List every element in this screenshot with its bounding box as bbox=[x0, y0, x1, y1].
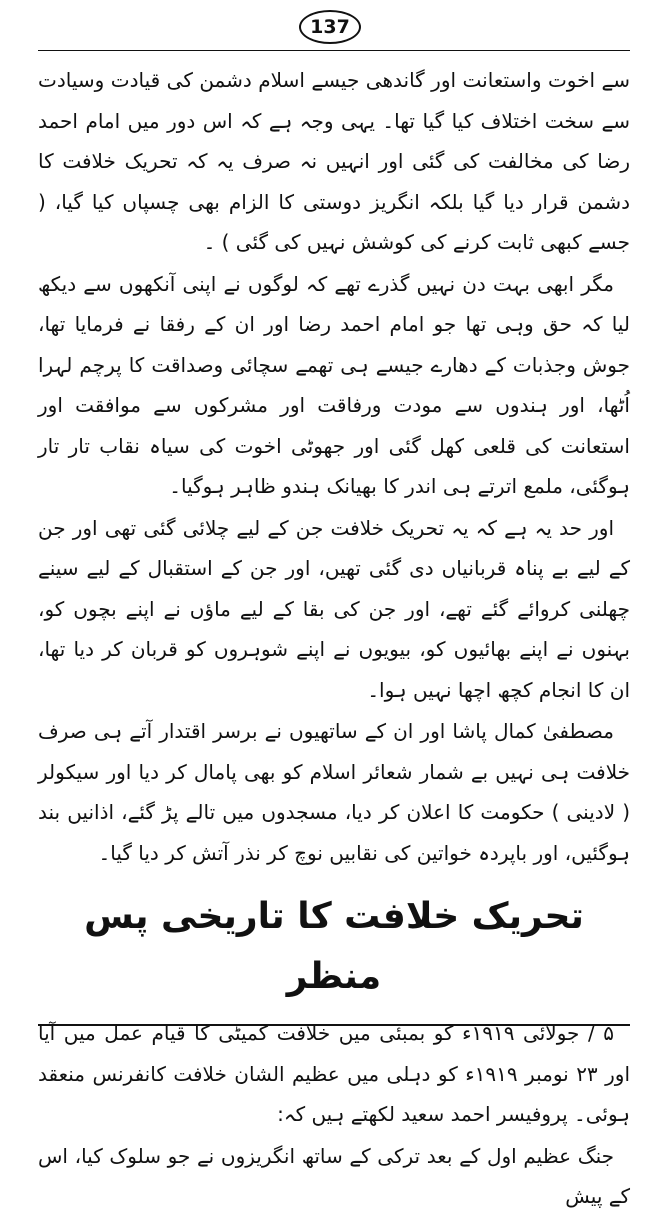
paragraph: مگر ابھی بہت دن نہیں گذرے تھے کہ لوگوں نے اپنی آنکھوں سے دیکھ لیا کہ حق وہی تھا جو امام احمد رضا اور ان کے رفقا نے فرمایا تھا، جوش وجذبات کے دھارے جیسے ہی تھمے سچائی وصداقت کا پرچم لہرا اُٹھا، اور ہندوں سے مودت ورفاقت اور مشرکوں سے موافقت اور استعانت کی قلعی کھل گئی اور جھوٹی اخوت کی سیاہ نقاب تار تار ہوگئی، ملمع اترتے ہی اندر کا بھیانک ہندو ظاہر ہوگیا۔ bbox=[38, 271, 630, 498]
page-number-container bbox=[0, 10, 660, 44]
paragraph: سے اخوت واستعانت اور گاندھی جیسے اسلام دشمن کی قیادت وسیادت سے سخت اختلاف کیا گیا تھا۔ یہی وجہ ہے کہ اس دور میں امام احمد رضا کی مخالفت کی گئی اور انہیں نہ صرف یہ کہ تحریک خلافت کا دشمن قرار دیا گیا بلکہ انگریز دوستی کا الزام بھی چسپاں کیا گیا، ( جسے کبھی ثابت کرنے کی کوشش نہیں کی گئی ) ۔ bbox=[38, 68, 630, 254]
paragraph: اور حد یہ ہے کہ یہ تحریک خلافت جن کے لیے چلائی گئی تھی اور جن کے لیے بے پناہ قربانیاں دی گئی تھیں، اور جن کے استقبال کے لیے سینے چھلنی کروائے گئے تھے، اور جن کی بقا کے لیے ماؤں نے اپنے بچوں کو، بہنوں نے اپنے بھائیوں کو، بیویوں نے اپنے شوہروں کو قربان کر دیا تھا، ان کا انجام کچھ اچھا نہیں ہوا۔ bbox=[38, 515, 630, 702]
page-content bbox=[38, 60, 630, 1218]
footer-divider bbox=[38, 1024, 630, 1026]
page-number: 137 bbox=[299, 10, 361, 44]
section-heading: تحریک خلافت کا تاریخی پس منظر bbox=[84, 896, 584, 997]
header-divider bbox=[38, 50, 630, 51]
paragraph: مصطفیٰ کمال پاشا اور ان کے ساتھیوں نے برسر اقتدار آتے ہی صرف خلافت ہی نہیں بے شمار شعائر اسلام کو بھی پامال کر دیا اور سیکولر ( لادینی ) حکومت کا اعلان کر دیا، مسجدوں میں تالے پڑ گئے، اذانیں بند ہوگئیں، اور باپردہ خواتین کی نقابیں نوچ کر نذر آتش کر دیا گیا۔ bbox=[38, 719, 630, 865]
quote-paragraph: جنگ عظیم اول کے بعد ترکی کے ساتھ انگریزوں نے جو سلوک کیا، اس کے پیش bbox=[38, 1143, 630, 1208]
paragraph: ۵ / جولائی ۱۹۱۹ء کو بمبئی میں خلافت کمیٹی کا قیام عمل میں آیا اور ۲۳ نومبر ۱۹۱۹ء کو دہلی میں عظیم الشان خلافت کانفرنس منعقد ہوئی۔ پروفیسر احمد سعید لکھتے ہیں کہ: bbox=[38, 1021, 630, 1126]
